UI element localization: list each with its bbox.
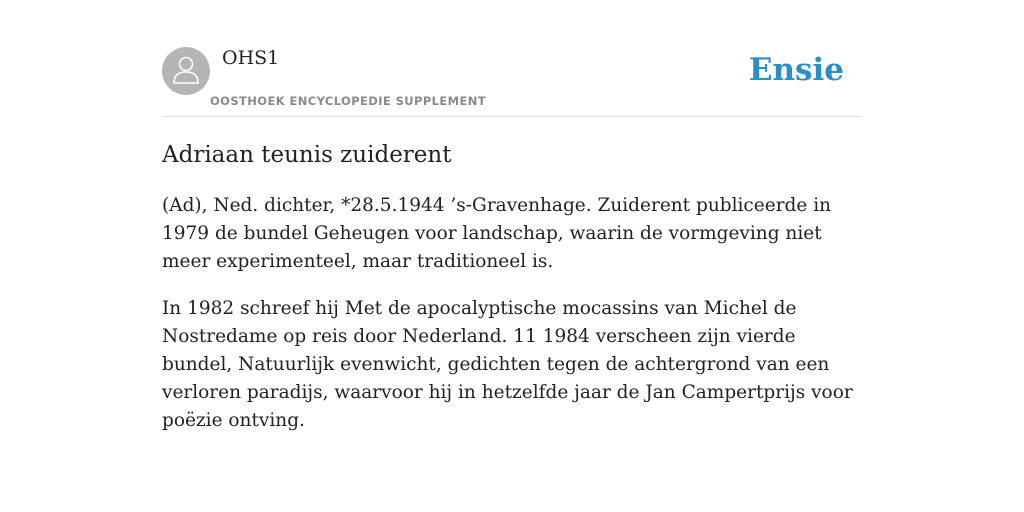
- author-name[interactable]: OHS1: [222, 47, 280, 69]
- article-paragraph: In 1982 schreef hij Met de apocalyptische mocassins van Michel de Nostredame op reis door Nederland. 11 1984 verscheen zijn vierde bundel, Natuurlijk evenwicht, gedichten tegen de achtergrond van een verloren paradijs, waarvoor hij in hetzelfde jaar de Jan Campertprijs voor poëzie ontving.: [162, 298, 853, 431]
- source-label[interactable]: OOSTHOEK ENCYCLOPEDIE SUPPLEMENT: [210, 94, 487, 108]
- article-header: [162, 0, 862, 117]
- article-title: Adriaan teunis zuiderent: [162, 142, 452, 168]
- user-silhouette-icon: [172, 54, 200, 89]
- article-card: [162, 0, 862, 431]
- brand-logo[interactable]: Ensie: [748, 52, 844, 88]
- article-body: [162, 192, 862, 454]
- article-paragraph: (Ad), Ned. dichter, *28.5.1944 ’s-Gravenhage. Zuiderent publiceerde in 1979 de bundel Geheugen voor landschap, waarin de vormgeving niet meer experimenteel, maar traditioneel is.: [162, 195, 832, 272]
- avatar[interactable]: [162, 47, 210, 95]
